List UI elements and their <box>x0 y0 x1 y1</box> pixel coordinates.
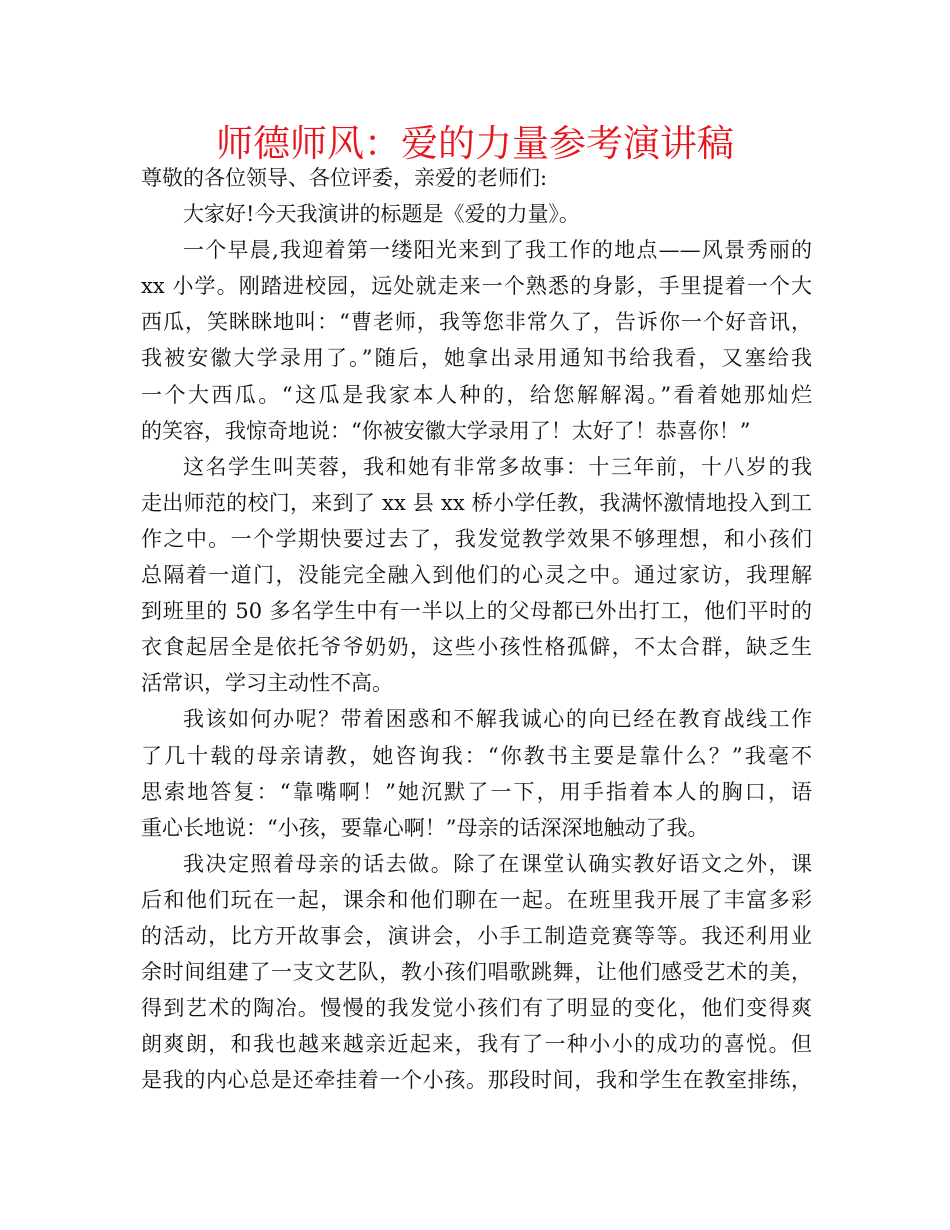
text-line: 思索地答复：“靠嘴啊！”她沉默了一下，用手指着本人的胸口，语 <box>141 779 812 804</box>
text-line: 衣食起居全是依托爷爷奶奶，这些小孩性格孤僻，不太合群，缺乏生 <box>141 635 812 660</box>
text-line: 到班里的 50 多名学生中有一半以上的父母都已外出打工，他们平时的 <box>141 599 812 624</box>
text-line: 作之中。一个学期快要过去了，我发觉教学效果不够理想，和小孩们 <box>141 526 812 551</box>
text-line: 的活动，比方开故事会，演讲会，小手工制造竞赛等等。我还利用业 <box>141 923 812 948</box>
text-line: 重心长地说：“小孩，要靠心啊！”母亲的话深深地触动了我。 <box>141 815 709 840</box>
text-line: 余时间组建了一支文艺队，教小孩们唱歌跳舞，让他们感受艺术的美， <box>141 960 812 985</box>
text-line: 我被安徽大学录用了。”随后，她拿出录用通知书给我看，又塞给我 <box>141 346 812 371</box>
text-line: 尊敬的各位领导、各位评委，亲爱的老师们: <box>141 166 548 190</box>
text-line: 的笑容，我惊奇地说：“你被安徽大学录用了！太好了！恭喜你！” <box>141 418 751 443</box>
text-line: 我决定照着母亲的话去做。除了在课堂认确实教好语文之外，课 <box>183 851 812 876</box>
text-line: 了几十载的母亲请教，她咨询我：“你教书主要是靠什么？”我毫不 <box>141 743 812 768</box>
text-line: 总隔着一道门，没能完全融入到他们的心灵之中。通过家访，我理解 <box>141 563 812 588</box>
text-line: 活常识，学习主动性不高。 <box>141 671 393 696</box>
document-title: 师德师风：爱的力量参考演讲稿 <box>216 122 734 165</box>
text-line: 后和他们玩在一起，课余和他们聊在一起。在班里我开展了丰富多彩 <box>141 887 812 912</box>
text-line: 大家好!今天我演讲的标题是《爱的力量》。 <box>183 202 580 227</box>
text-line: 走出师范的校门，来到了 xx 县 xx 桥小学任教，我满怀激情地投入到工 <box>141 490 812 515</box>
speech-body <box>141 160 812 1098</box>
text-line: 是我的内心总是还牵挂着一个小孩。那段时间，我和学生在教室排练， <box>141 1068 812 1093</box>
text-line: 我该如何办呢？带着困惑和不解我诚心的向已经在教育战线工作 <box>183 707 812 732</box>
text-line: xx 小学。刚踏进校园，远处就走来一个熟悉的身影，手里提着一个大 <box>141 274 812 299</box>
text-line: 得到艺术的陶冶。慢慢的我发觉小孩们有了明显的变化，他们变得爽 <box>141 996 812 1021</box>
text-line: 西瓜，笑眯眯地叫：“曹老师，我等您非常久了，告诉你一个好音讯， <box>141 310 812 335</box>
text-line: 一个早晨,我迎着第一缕阳光来到了我工作的地点——风景秀丽的 <box>183 238 812 263</box>
text-line: 朗爽朗，和我也越来越亲近起来，我有了一种小小的成功的喜悦。但 <box>141 1032 812 1057</box>
text-line: 这名学生叫芙蓉，我和她有非常多故事：十三年前，十八岁的我 <box>183 454 812 479</box>
text-line: 一个大西瓜。“这瓜是我家本人种的，给您解解渴。”看着她那灿烂 <box>141 382 812 407</box>
